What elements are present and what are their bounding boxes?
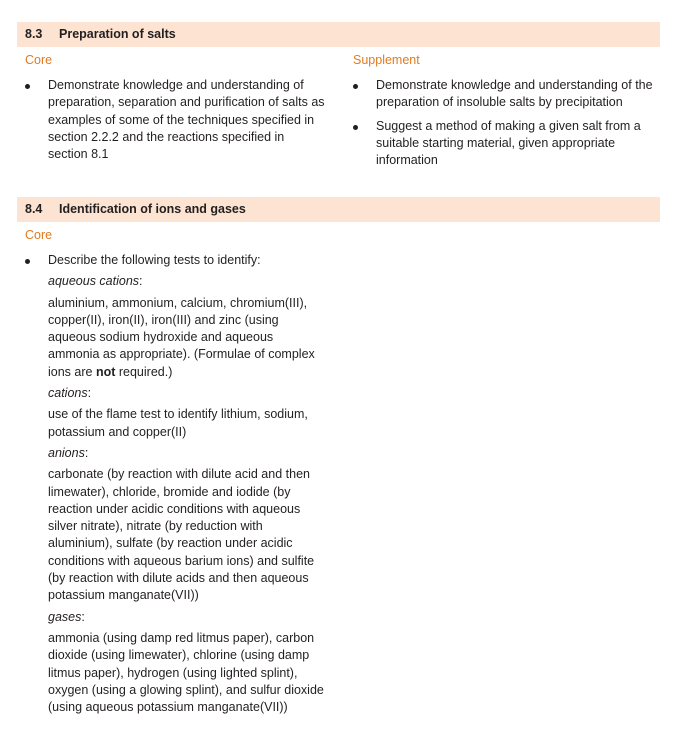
group-text-gases: ammonia (using damp red litmus paper), carbon dioxide (using limewater), chlorine (using damp litmus paper), hydrogen (using lighted splint), oxygen (using a glowing splint), and sulfur dioxide (using aqueous potassium manganate(VII)) [48, 630, 324, 715]
supplement-label: Supplement [353, 53, 420, 67]
list-item [353, 77, 658, 112]
list-item [25, 77, 325, 163]
list-item-text: Demonstrate knowledge and understanding of preparation, separation and purification of salts as examples of some of the techniques specified in section 2.2.2 and the reactions specified in section 8.1 [48, 78, 325, 162]
group-label-anions: anions: [48, 445, 89, 460]
section-header-8-4 [17, 197, 660, 222]
list-item [353, 118, 658, 170]
section-title: Preparation of salts [59, 26, 176, 41]
core-list-8-3 [25, 77, 325, 169]
bullet-icon [25, 84, 30, 89]
group-label-gases: gases: [48, 609, 85, 624]
section-title: Identification of ions and gases [59, 201, 246, 216]
emphasis-not: not [95, 364, 116, 379]
section-number: 8.4 [25, 201, 43, 216]
group-text-anions: carbonate (by reaction with dilute acid and then limewater), chloride, bromide and iodide (by reaction under acidic conditions with aqueous silver nitrate), nitrate (by reduction with aluminium), sulfate (by reaction under acidic conditions with aqueous barium ions) and sulfite (by reaction with dilute acids and then aqueous potassium manganate(VII)) [48, 467, 315, 603]
core-label: Core [25, 53, 53, 67]
core-list-8-4 [25, 252, 325, 722]
section-header-8-3 [17, 22, 660, 47]
group-label-cations: cations: [48, 386, 92, 401]
section-number: 8.3 [25, 26, 43, 41]
supplement-list-8-3 [353, 77, 658, 175]
bullet-icon [25, 259, 30, 264]
group-text-aqueous-cations: aluminium, ammonium, calcium, chromium(III), copper(II), iron(II), iron(III) and zinc (using aqueous sodium hydroxide and aqueous ammonia as appropriate). (Formulae of complex ions are not required.) [48, 295, 315, 379]
list-item-text: Demonstrate knowledge and understanding of the preparation of insoluble salts by precipitation [376, 78, 653, 110]
bullet-icon [353, 84, 358, 89]
bullet-icon [353, 125, 358, 130]
list-item [25, 252, 325, 716]
core-label: Core [25, 228, 53, 242]
group-label-aqueous-cations: aqueous cations: [48, 274, 143, 289]
list-item-intro: Describe the following tests to identify: [48, 253, 261, 267]
group-text-cations: use of the flame test to identify lithium, sodium, potassium and copper(II) [48, 407, 308, 439]
list-item-text: Suggest a method of making a given salt from a suitable starting material, given appropriate information [376, 118, 641, 168]
